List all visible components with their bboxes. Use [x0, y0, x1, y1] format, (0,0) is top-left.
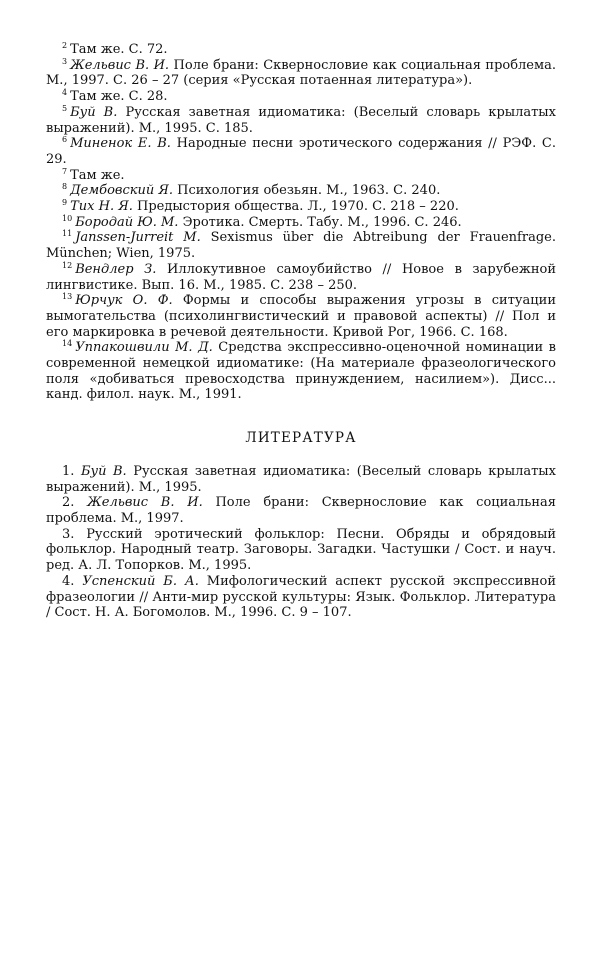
literature-number: 3. — [62, 526, 87, 542]
literature-text: Мифологический аспект русской экспрессивной фразеологии // Анти-мир русской культуры: Язык. Фольклор. Литература / Сост. Н. А. Богомолов. М., 1996. С. 9 – 107. — [46, 573, 556, 621]
footnote-text: Там же. С. 72. — [70, 42, 168, 57]
footnote-number: 5 — [62, 103, 68, 113]
footnote — [46, 168, 556, 184]
footnote-number: 9 — [62, 198, 68, 208]
footnote-number: 11 — [62, 229, 73, 239]
footnote-text: Sexismus über die Abtreibung der Frauenfrage. München; Wien, 1975. — [46, 230, 556, 262]
footnote-number: 10 — [62, 213, 73, 223]
footnote-number: 2 — [62, 41, 68, 50]
literature-number: 2. — [62, 495, 88, 511]
literature-item — [46, 527, 556, 574]
footnote-author: Жельвис В. И. — [70, 57, 170, 73]
footnote-number: 6 — [62, 135, 68, 145]
footnote-author: Дембовский Я. — [70, 183, 174, 199]
page — [46, 42, 556, 621]
footnote-text: Народные песни эротического содержания // РЭФ. С. 29. — [46, 136, 556, 167]
footnotes — [46, 42, 556, 403]
literature-item — [46, 495, 556, 526]
footnote — [46, 58, 556, 89]
footnote-text: Поле брани: Сквернословие как социальная проблема. М., 1997. С. 26 – 27 (серия «Русская потаенная литература»). — [46, 57, 556, 89]
footnote-number: 12 — [62, 260, 73, 270]
literature-list — [46, 464, 556, 621]
literature-author: Буй В. — [80, 463, 127, 479]
footnote-text: Формы и способы выражения угрозы в ситуации вымогательства (психолингвистический и правовой аспекты) // Пол и его маркировка в речевой деятельности. Кривой Рог, 1966. С. 168. — [46, 293, 556, 340]
footnote-number: 14 — [62, 339, 73, 349]
footnote-text: Там же. — [70, 167, 125, 183]
footnote — [46, 183, 556, 199]
footnote-text: Иллокутивное самоубийство // Новое в зарубежной лингвистике. Вып. 16. М., 1985. С. 238 – 250. — [46, 261, 556, 293]
footnote-text: Средства экспрессивно-оценочной номинации в современной немецкой идиоматике: (На материале фразеологического поля «добиваться превосходства принуждением, насилием»). Дисс... канд. филол. наук. М., 1991. — [46, 340, 556, 403]
literature-number: 4. — [62, 573, 83, 589]
footnote-number: 8 — [62, 182, 68, 192]
footnote-number: 13 — [62, 292, 73, 302]
literature-heading: ЛИТЕРАТУРА — [245, 430, 357, 447]
footnote-author: Тих Н. Я. — [70, 199, 133, 215]
literature-item — [46, 464, 556, 495]
footnote — [46, 230, 556, 261]
footnote-author: Бородай Ю. М. — [75, 214, 179, 230]
footnote-number: 7 — [62, 166, 68, 176]
footnote-author: Юрчук О. Ф. — [75, 293, 173, 309]
footnote-author: Уппакошвили М. Д. — [75, 340, 213, 356]
literature-item — [46, 574, 556, 621]
footnote — [46, 105, 556, 136]
footnote-author: Вендлер З. — [75, 261, 157, 277]
literature-text: Поле брани: Сквернословие как социальная проблема. М., 1997. — [46, 495, 556, 526]
literature-text: Русская заветная идиоматика: (Веселый словарь крылатых выражений). М., 1995. — [46, 463, 556, 495]
footnote-number: 3 — [62, 56, 68, 66]
footnote-text: Там же. С. 28. — [70, 89, 168, 105]
footnote-author: Миненок Е. В. — [70, 136, 171, 152]
footnote — [46, 89, 556, 105]
footnote — [46, 340, 556, 403]
footnote — [46, 215, 556, 231]
footnote — [46, 42, 556, 58]
footnote-text: Русская заветная идиоматика: (Веселый словарь крылатых выражений). М., 1995. С. 185. — [46, 104, 556, 136]
literature-text: Русский эротический фольклор: Песни. Обряды и обрядовый фольклор. Народный театр. Заговоры. Загадки. Частушки / Сост. и науч. ред. А. Л. Топорков. М., 1995. — [46, 526, 556, 574]
footnote — [46, 199, 556, 215]
footnote-author: Буй В. — [70, 104, 118, 120]
literature-author: Успенский Б. А. — [82, 573, 199, 589]
literature-author: Жельвис В. И. — [87, 495, 203, 511]
literature-number: 1. — [62, 463, 81, 479]
footnote-text: Эротика. Смерть. Табу. М., 1996. С. 246. — [178, 214, 462, 230]
footnote-number: 4 — [62, 88, 68, 98]
footnote-author: Janssen-Jurreit M. — [75, 230, 201, 246]
footnote — [46, 293, 556, 340]
footnote-text: Предыстория общества. Л., 1970. С. 218 – 220. — [132, 199, 459, 215]
footnote — [46, 262, 556, 293]
footnote-text: Психология обезьян. М., 1963. С. 240. — [173, 183, 441, 199]
footnote — [46, 136, 556, 167]
